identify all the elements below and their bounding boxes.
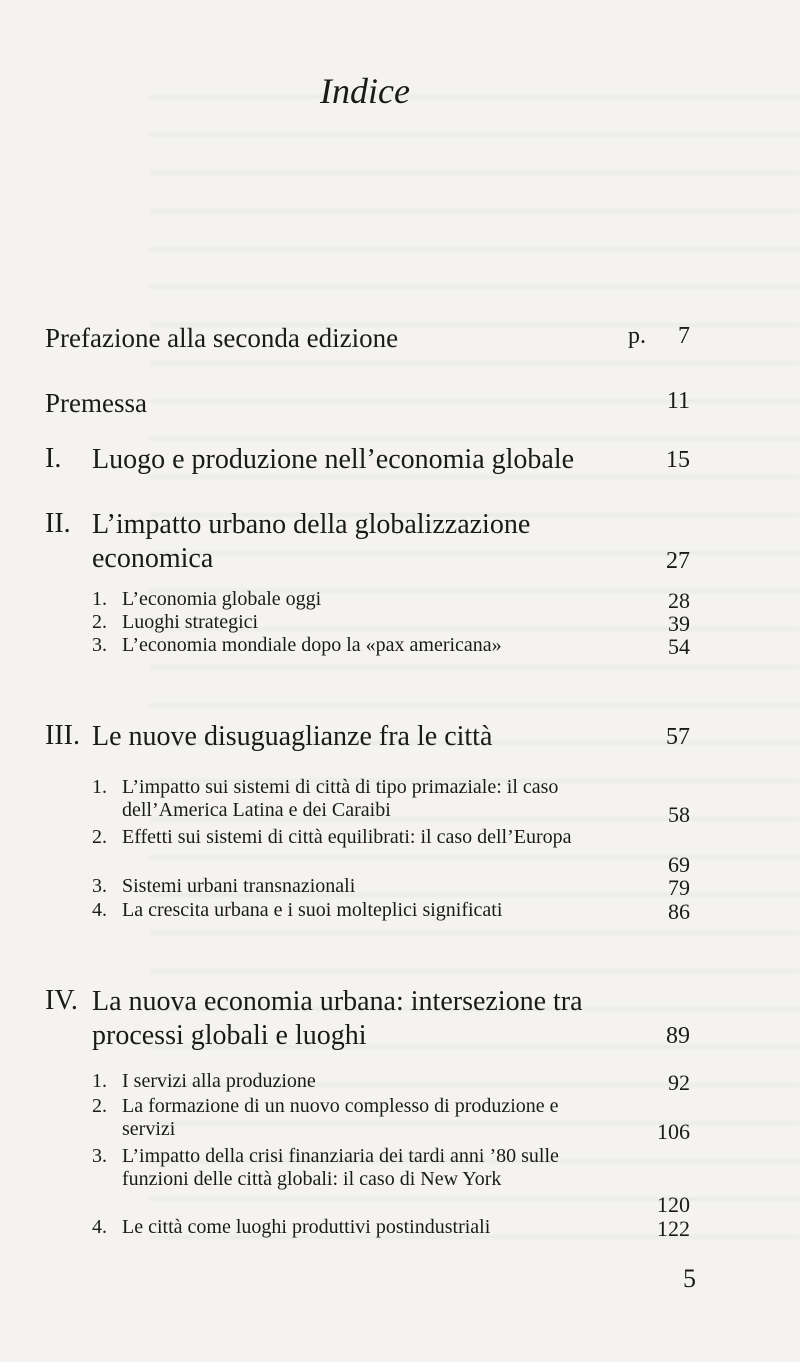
section-title: L’impatto della crisi finanziaria dei tardi anni ’80 sulle funzioni delle città globali: il caso di New York bbox=[122, 1145, 559, 1190]
section-title: Sistemi urbani transnazionali bbox=[122, 875, 356, 897]
chapter-page: 89 bbox=[666, 1023, 690, 1049]
section-number: 2. bbox=[92, 1095, 107, 1117]
section-title: Le città come luoghi produttivi postindustriali bbox=[122, 1216, 491, 1238]
section-number: 3. bbox=[92, 1145, 107, 1167]
chapter-number: II. bbox=[45, 508, 71, 539]
section-number: 2. bbox=[92, 611, 107, 633]
chapter-title: La nuova economia urbana: intersezione tra processi globali e luoghi bbox=[92, 986, 583, 1051]
section-title: L’economia globale oggi bbox=[122, 588, 322, 610]
section-page: 54 bbox=[668, 634, 690, 659]
page-prefix: p. bbox=[628, 323, 646, 349]
section-page: 69 bbox=[668, 852, 690, 877]
page-number: 5 bbox=[683, 1264, 696, 1293]
section-page: 122 bbox=[657, 1216, 690, 1241]
section-title: L’impatto sui sistemi di città di tipo primaziale: il caso dell’America Latina e dei Caraibi bbox=[122, 776, 559, 821]
entry-page: 7 bbox=[678, 323, 690, 349]
entry-label: Premessa bbox=[45, 388, 147, 418]
chapter-page: 15 bbox=[666, 447, 690, 473]
section-number: 1. bbox=[92, 1070, 107, 1092]
section-page: 92 bbox=[668, 1070, 690, 1095]
section-page: 86 bbox=[668, 899, 690, 924]
section-title: I servizi alla produzione bbox=[122, 1070, 316, 1092]
section-title: Effetti sui sistemi di città equilibrati: il caso dell’Europa bbox=[122, 826, 572, 848]
chapter-number: III. bbox=[45, 720, 80, 751]
section-number: 3. bbox=[92, 634, 107, 656]
section-page: 79 bbox=[668, 875, 690, 900]
chapter-page: 57 bbox=[666, 724, 690, 750]
section-number: 4. bbox=[92, 899, 107, 921]
section-number: 2. bbox=[92, 826, 107, 848]
section-title: Luoghi strategici bbox=[122, 611, 259, 633]
section-page: 120 bbox=[657, 1192, 690, 1217]
chapter-title: Luogo e produzione nell’economia globale bbox=[92, 444, 575, 475]
page-title: Indice bbox=[320, 71, 410, 111]
chapter-page: 27 bbox=[666, 548, 690, 574]
chapter-title: Le nuove disuguaglianze fra le città bbox=[92, 721, 493, 752]
section-title: L’economia mondiale dopo la «pax americana» bbox=[122, 634, 502, 656]
chapter-title: L’impatto urbano della globalizzazione economica bbox=[92, 509, 531, 574]
chapter-number: I. bbox=[45, 443, 62, 474]
entry-label: Prefazione alla seconda edizione bbox=[45, 323, 399, 353]
section-page: 58 bbox=[668, 802, 690, 827]
section-page: 106 bbox=[657, 1119, 690, 1144]
entry-page: 11 bbox=[666, 388, 690, 414]
section-number: 1. bbox=[92, 588, 107, 610]
section-title: La crescita urbana e i suoi molteplici significati bbox=[122, 899, 503, 921]
section-number: 1. bbox=[92, 776, 107, 798]
chapter-number: IV. bbox=[45, 985, 78, 1016]
section-number: 4. bbox=[92, 1216, 107, 1238]
section-number: 3. bbox=[92, 875, 107, 897]
section-title: La formazione di un nuovo complesso di produzione e servizi bbox=[122, 1095, 559, 1140]
section-page: 39 bbox=[668, 611, 690, 636]
section-page: 28 bbox=[668, 588, 690, 613]
